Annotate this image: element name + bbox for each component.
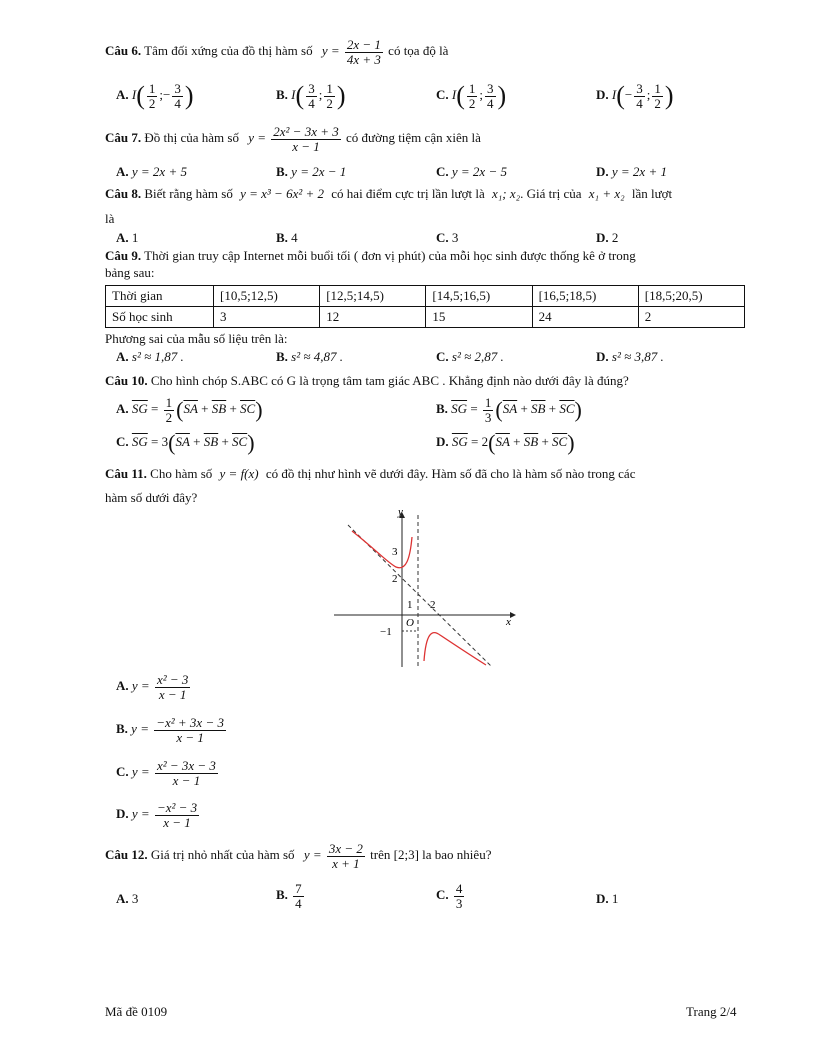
q8-sum: x₁ + x₂ xyxy=(588,186,625,201)
q12-option-key: C. xyxy=(436,887,449,903)
q11-a-num: x² − 3 xyxy=(156,672,189,687)
q11-text2: có đồ thị như hình vẽ dưới đây. Hàm số đã cho là hàm số nào trong các xyxy=(265,466,636,481)
q11-option-d[interactable] xyxy=(116,801,201,829)
q10-vec-sb: $\overline{SB}$ xyxy=(531,401,546,417)
q10-vec-sa: $\overline{SA}$ xyxy=(495,433,510,449)
q6-I: I xyxy=(131,87,137,103)
q7-option-c[interactable] xyxy=(436,164,507,180)
q8-text3: . Giá trị của xyxy=(520,186,582,201)
q9-option-key: A. xyxy=(116,349,129,364)
table-cell: [16,5;18,5) xyxy=(532,286,638,307)
q10-vec-sa: $\overline{SA}$ xyxy=(502,401,518,417)
q6-c-den1: 2 xyxy=(468,95,476,111)
table-cell: 3 xyxy=(214,307,320,328)
q12-text3: la bao nhiêu? xyxy=(422,847,492,863)
q11-b-den: x − 1 xyxy=(176,729,204,745)
q11-d-den: x − 1 xyxy=(163,814,191,830)
q7-y: y = xyxy=(248,130,267,146)
q8-option-key: B. xyxy=(276,230,288,245)
q9-option-value: s² ≈ 4,87 . xyxy=(291,349,344,364)
q6-a-num1: 1 xyxy=(148,81,156,96)
q11-b-num: −x² + 3x − 3 xyxy=(156,715,224,730)
q11-a-frac xyxy=(155,673,190,701)
q9-option-value: s² ≈ 2,87 . xyxy=(451,349,504,364)
q6-option-key: A. xyxy=(116,87,129,103)
q10-vec-sb: $\overline{SB}$ xyxy=(203,433,219,449)
q8-label: Câu 8. xyxy=(105,186,142,201)
q6-c-num1: 1 xyxy=(468,81,476,96)
q6-a-den1: 2 xyxy=(148,95,156,111)
q10-option-key: C. xyxy=(116,433,129,449)
q11-y: y = xyxy=(131,678,150,694)
q12-b-num: 7 xyxy=(295,881,302,896)
q10-vec-sa: $\overline{SA}$ xyxy=(183,401,198,417)
q7-option-b[interactable] xyxy=(276,164,346,180)
q8-option-b[interactable] xyxy=(276,230,298,246)
q10-b-coef-num: 1 xyxy=(484,395,492,410)
q8-option-d[interactable] xyxy=(596,230,618,246)
q10-option-key: A. xyxy=(116,401,129,417)
page-number: Trang 2/4 xyxy=(686,1004,737,1019)
q10-c-coef: 3 xyxy=(161,433,169,449)
q11-option-key: B. xyxy=(116,721,128,737)
q12-c-num: 4 xyxy=(455,881,463,896)
q6-d-num1: 3 xyxy=(636,81,643,96)
table-cell: 24 xyxy=(532,307,638,328)
q10-a-coef-num: 1 xyxy=(165,395,173,410)
q10-text: Cho hình chóp S.ABC có G là trọng tâm tam giác ABC . Khẳng định nào dưới đây là đúng? xyxy=(150,373,629,388)
q8-option-value: 4 xyxy=(291,230,298,245)
q7-label: Câu 7. xyxy=(105,130,142,146)
q6-b-den2: 2 xyxy=(326,95,333,111)
exam-code: Mã đề 0109 xyxy=(105,1004,168,1019)
q6-tail: có tọa độ là xyxy=(388,43,449,59)
q10-vec-sc: $\overline{SC}$ xyxy=(240,401,256,417)
label-y2: 2 xyxy=(392,573,398,585)
q11-option-c[interactable] xyxy=(116,759,220,787)
q8-option-value: 3 xyxy=(451,230,459,245)
q9-option-key: C. xyxy=(436,349,449,364)
q9-option-value: s² ≈ 1,87 . xyxy=(131,349,184,364)
q12-stem xyxy=(105,842,491,870)
q6-d-frac1 xyxy=(634,82,645,110)
q6-a-frac1 xyxy=(147,82,158,110)
q11-c-frac xyxy=(155,759,218,787)
q10-vec-sg: $\overline{SG}$ xyxy=(131,401,148,417)
q10-vec-sg: $\overline{SG}$ xyxy=(131,433,148,449)
q12-option-value: 3 xyxy=(131,891,139,906)
q6-a-sep: ; xyxy=(159,87,164,103)
q11-func: y = f(x) xyxy=(219,466,259,481)
q6-b-frac1 xyxy=(306,82,317,110)
q6-label: Câu 6. xyxy=(105,43,142,59)
q10-label: Câu 10. xyxy=(105,373,148,388)
q12-option-key: B. xyxy=(276,887,288,903)
q10-vec-sg: $\overline{SG}$ xyxy=(451,401,468,417)
q10-b-coef-den: 3 xyxy=(484,409,492,425)
q7-option-key: C. xyxy=(436,164,449,179)
q12-option-key: A. xyxy=(116,891,129,906)
curve-left-branch xyxy=(352,531,412,568)
q11-d-frac xyxy=(155,801,199,829)
q6-a-num2: 3 xyxy=(174,81,181,96)
label-y: y xyxy=(398,506,403,518)
label-origin: O xyxy=(406,617,414,629)
q11-label: Câu 11. xyxy=(105,466,147,481)
q10-option-key: D. xyxy=(436,433,449,449)
q11-y: y = xyxy=(131,806,150,822)
q11-graph xyxy=(330,505,530,670)
q10-a-coef-den: 2 xyxy=(165,409,173,425)
q11-c-den: x − 1 xyxy=(172,772,201,788)
q6-I: I xyxy=(291,87,296,103)
q7-option-value: y = 2x + 1 xyxy=(611,164,667,179)
q6-a-frac2 xyxy=(172,82,183,110)
q6-text: Tâm đối xứng của đồ thị hàm số xyxy=(144,43,313,59)
q8-text4: lần lượt xyxy=(631,186,673,201)
q8-option-value: 1 xyxy=(131,230,139,245)
q8-option-a[interactable] xyxy=(116,230,138,246)
q9-option-key: D. xyxy=(596,349,609,364)
q6-d-den2: 2 xyxy=(654,95,661,111)
q12-option-key: D. xyxy=(596,891,609,906)
q12-option-a[interactable] xyxy=(116,891,138,907)
q10-vec-sg: $\overline{SG}$ xyxy=(451,433,468,449)
label-x: x xyxy=(506,616,511,628)
q8-option-c[interactable] xyxy=(436,230,458,246)
q12-num: 3x − 2 xyxy=(328,841,363,856)
q12-option-b[interactable] xyxy=(276,882,306,910)
q6-option-key: D. xyxy=(596,87,609,103)
q6-b-num2: 1 xyxy=(326,81,333,96)
table-cell: [10,5;12,5) xyxy=(214,286,320,307)
q10-vec-sb: $\overline{SB}$ xyxy=(523,433,539,449)
table-cell: [12,5;14,5) xyxy=(320,286,426,307)
q9-table xyxy=(105,285,745,328)
q12-b-den: 4 xyxy=(295,895,302,911)
q6-b-num1: 3 xyxy=(308,81,315,96)
q9-option-key: B. xyxy=(276,349,288,364)
q6-den: 4x + 3 xyxy=(346,51,381,67)
q8-option-value: 2 xyxy=(611,230,619,245)
q12-c-frac xyxy=(454,882,465,910)
table-cell: Số học sinh xyxy=(106,307,214,328)
q10-b-coef xyxy=(483,396,494,424)
q6-I: I xyxy=(451,87,457,103)
q6-c-sep: ; xyxy=(479,87,484,103)
q12-y: y = xyxy=(303,847,322,863)
q10-option-a[interactable]: A. $\overline{SG}$ = $\frac{1}{2}$ $(\overline{SA} + \overline{SB} + \overline{SC})$ xyxy=(116,395,263,425)
q8-option-key: C. xyxy=(436,230,449,245)
q9-text2: bảng sau: xyxy=(105,265,155,280)
q10-vec-sc: $\overline{SC}$ xyxy=(232,433,248,449)
q6-option-c[interactable]: C. I( $\frac{1}{2}$ ; $\frac{3}{4}$ ) xyxy=(436,81,507,111)
q7-option-key: D. xyxy=(596,164,609,179)
q12-label: Câu 12. xyxy=(105,847,148,863)
q12-c-den: 3 xyxy=(455,895,463,911)
q6-num: 2x − 1 xyxy=(346,37,381,52)
q6-b-sep: ; xyxy=(318,87,323,103)
q12-text1: Giá trị nhỏ nhất của hàm số xyxy=(150,847,295,863)
q10-option-d[interactable]: D. $\overline{SG} = 2(\overline{SA} + \overline{SB} + \overline{SC})$ xyxy=(436,430,575,455)
q12-option-d[interactable] xyxy=(596,891,618,907)
q6-option-b[interactable]: B. I( $\frac{3}{4}$ ; $\frac{1}{2}$ ) xyxy=(276,81,346,111)
q8-text5: là xyxy=(105,211,115,226)
table-cell: Thời gian xyxy=(106,286,214,307)
q6-b-den1: 4 xyxy=(308,95,315,111)
q6-fraction xyxy=(345,38,383,66)
q7-fraction xyxy=(271,125,340,153)
q7-num: 2x² − 3x + 3 xyxy=(273,124,339,139)
q6-stem xyxy=(105,38,448,66)
q12-den: x + 1 xyxy=(332,855,360,871)
q9-question: Phương sai của mẫu số liệu trên là: xyxy=(105,331,288,346)
q11-option-key: C. xyxy=(116,764,129,780)
q7-option-value: y = 2x − 5 xyxy=(451,164,507,179)
q7-stem xyxy=(105,125,481,153)
q12-text2: trên xyxy=(370,847,391,863)
table-cell: [18,5;20,5) xyxy=(638,286,744,307)
q10-a-coef xyxy=(164,396,175,424)
q6-c-den2: 4 xyxy=(487,95,494,111)
q10-vec-sc: $\overline{SC}$ xyxy=(552,433,568,449)
q7-option-key: B. xyxy=(276,164,288,179)
q6-a-den2: 4 xyxy=(174,95,181,111)
table-cell: [14,5;16,5) xyxy=(426,286,532,307)
q6-d-frac2 xyxy=(652,82,663,110)
q10-option-b[interactable]: B. $\overline{SG}$ = $\frac{1}{3}$ $(\overline{SA} + \overline{SB} + \overline{SC})$ xyxy=(436,395,582,425)
q7-option-value: y = 2x − 1 xyxy=(291,164,347,179)
table-cell: 15 xyxy=(426,307,532,328)
q12-option-c[interactable] xyxy=(436,882,466,910)
q6-option-a[interactable]: A. I( $\frac{1}{2}$ ;− $\frac{3}{4}$ ) xyxy=(116,81,194,111)
q10-vec-sc: $\overline{SC}$ xyxy=(559,401,575,417)
q9-stem xyxy=(105,248,636,264)
q9-label: Câu 9. xyxy=(105,248,142,263)
q11-text1: Cho hàm số xyxy=(150,466,213,481)
q8-func: y = x³ − 6x² + 2 xyxy=(240,186,325,201)
q7-tail: có đường tiệm cận xiên là xyxy=(346,130,481,146)
q6-d-sep: ; xyxy=(646,87,651,103)
q9-option-d[interactable] xyxy=(596,349,664,365)
q11-y: y = xyxy=(131,721,149,737)
q9-option-a[interactable] xyxy=(116,349,184,365)
q10-option-c[interactable]: C. $\overline{SG} = 3(\overline{SA} + \overline{SB} + \overline{SC})$ xyxy=(116,430,255,455)
q12-interval: [2;3] xyxy=(393,847,419,863)
q12-option-value: 1 xyxy=(611,891,619,906)
q10-stem xyxy=(105,373,629,389)
q7-option-value: y = 2x + 5 xyxy=(131,164,187,179)
q8-pts: x₁; x₂ xyxy=(491,186,521,201)
q6-a-sign: − xyxy=(163,87,171,103)
q11-y: y = xyxy=(131,764,150,780)
q12-fraction xyxy=(327,842,365,870)
q7-text: Đồ thị của hàm số xyxy=(144,130,239,146)
label-ym1: −1 xyxy=(380,626,392,638)
q8-option-key: A. xyxy=(116,230,129,245)
q11-option-key: D. xyxy=(116,806,129,822)
q6-option-key: B. xyxy=(276,87,288,103)
q7-option-key: A. xyxy=(116,164,129,179)
q6-b-frac2 xyxy=(324,82,335,110)
q8-option-key: D. xyxy=(596,230,609,245)
q6-y: y = xyxy=(321,43,340,59)
q6-option-key: C. xyxy=(436,87,449,103)
q11-option-b[interactable] xyxy=(116,716,228,744)
q10-option-key: B. xyxy=(436,401,448,417)
q6-c-num2: 3 xyxy=(487,81,494,96)
q10-vec-sb: $\overline{SB}$ xyxy=(211,401,227,417)
q6-d-sign: − xyxy=(624,87,633,103)
q10-vec-sa: $\overline{SA}$ xyxy=(175,433,190,449)
q10-d-coef: 2 xyxy=(481,433,489,449)
q7-option-a[interactable] xyxy=(116,164,187,180)
q11-option-key: A. xyxy=(116,678,129,694)
q8-text1: Biết rằng hàm số xyxy=(144,186,233,201)
q6-c-frac1 xyxy=(467,82,478,110)
curve-right-branch xyxy=(424,633,486,665)
label-x2: 2 xyxy=(430,599,436,611)
q11-d-num: −x² − 3 xyxy=(156,800,198,815)
q11-a-den: x − 1 xyxy=(158,686,187,702)
q9-option-c[interactable] xyxy=(436,349,504,365)
q12-b-frac xyxy=(293,882,304,910)
q11-option-a[interactable] xyxy=(116,673,192,701)
table-cell: 12 xyxy=(320,307,426,328)
q6-c-frac2 xyxy=(485,82,496,110)
q9-text1: Thời gian truy cập Internet mỗi buổi tối ( đơn vị phút) của mỗi học sinh được thống kê ở trong xyxy=(144,248,636,263)
label-x1: 1 xyxy=(407,599,413,611)
q7-den: x − 1 xyxy=(292,138,320,154)
q6-option-d[interactable]: D. I(− $\frac{3}{4}$ ; $\frac{1}{2}$ ) xyxy=(596,81,674,111)
table-cell: 2 xyxy=(638,307,744,328)
q11-stem xyxy=(105,466,635,482)
label-y3: 3 xyxy=(392,546,398,558)
table-row xyxy=(106,307,745,328)
table-row xyxy=(106,286,745,307)
q11-c-num: x² − 3x − 3 xyxy=(156,758,216,773)
q11-b-frac xyxy=(154,716,226,744)
q9-option-b[interactable] xyxy=(276,349,343,365)
q11-text3: hàm số dưới đây? xyxy=(105,490,198,505)
q7-option-d[interactable] xyxy=(596,164,667,180)
q6-I: I xyxy=(611,87,617,103)
q6-d-num2: 1 xyxy=(654,81,661,96)
q8-stem xyxy=(105,186,672,202)
q8-text2: có hai điểm cực trị lần lượt là xyxy=(331,186,485,201)
q9-option-value: s² ≈ 3,87 . xyxy=(611,349,664,364)
q6-d-den1: 4 xyxy=(636,95,643,111)
